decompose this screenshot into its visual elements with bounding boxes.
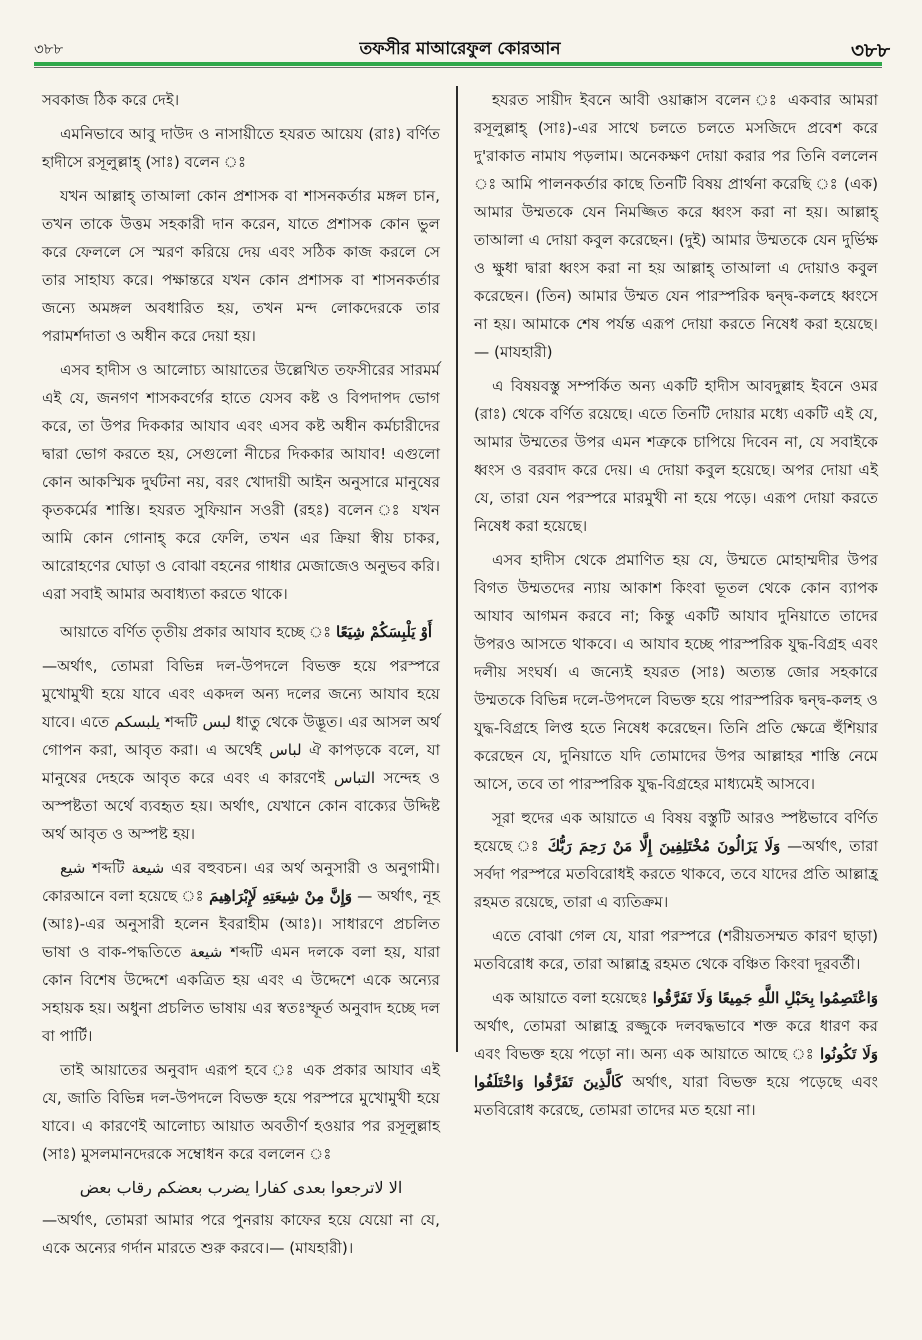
arabic-verse: أَوْ يَلْبِسَكُمْ شِيَعًا (336, 623, 433, 641)
paragraph (42, 618, 440, 646)
paragraph (42, 854, 440, 1050)
left-column (42, 86, 440, 1268)
text-run: অর্থাৎ, তোমরা আল্লাহ্র রজ্জুকে দলবদ্ধভাবে শক্ত করে ধারণ কর এবং বিভক্ত হয়ে পড়ো না। অন্য এক আয়াতে আছে ঃ (474, 1017, 878, 1063)
paragraph: এতে বোঝা গেল যে, যারা পরস্পরে (শরীয়তসম্মত কারণ ছাড়া) মতবিরোধ করে, তারা আল্লাহ্র রহমত থেকে বঞ্চিত কিংবা দূরবর্তী। (474, 927, 878, 973)
text-run: —অর্থাৎ, তারা সর্বদা পরস্পরে মতবিরোধই করতে থাকবে, তবে যাদের প্রতি আল্লাহ্র রহমত রয়েছে, তারা এ ব্যতিক্রম। (474, 837, 878, 911)
text-run: আয়াতে বর্ণিত তৃতীয় প্রকার আযাব হচ্ছে ঃ (60, 623, 332, 641)
paragraph (474, 804, 878, 916)
hadith-quote: যখন আল্লাহ্ তাআলা কোন প্রশাসক বা শাসনকর্তার মঙ্গল চান, তখন তাকে উত্তম সহকারী দান করেন, যাতে প্রশাসক কোন ভুল করে ফেললে সে স্মরণ করিয়ে দেয় এবং সঠিক কাজ করলে সে তার সাহায্য করে। পক্ষান্তরে যখন কোন প্রশাসক বা শাসনকর্তার জন্যে অমঙ্গল অবধারিত হয়, তখন মন্দ লোকদেরকে তার পরামর্শদাতা ও অধীন করে দেয়া হয়। (42, 187, 441, 345)
paragraph: এ বিষয়বস্তু সম্পর্কিত অন্য একটি হাদীস আবদুল্লাহ ইবনে ওমর (রাঃ) থেকে বর্ণিত রয়েছে। এতে তিনটি দোয়ার মধ্যে একটি এই যে, আমার উম্মতের উপর এমন শত্রুকে চাপিয়ে দিবেন না, যে সবাইকে ধ্বংস ও বরবাদ করে দেয়। এ দোয়া কবুল হয়েছে। অপর দোয়া এই যে, তারা যেন পরস্পরে মারমুখী না হয়ে পড়ে। এরূপ দোয়া করতে নিষেধ করা হয়েছে। (474, 377, 878, 535)
header-rule-thin (34, 67, 882, 68)
arabic-verse: وَإِنَّ مِنْ شِيعَتِهِ لَإِبْرَاهِيمَ (209, 887, 353, 905)
paragraph: হযরত সায়ীদ ইবনে আবী ওয়াক্কাস বলেন ঃ একবার আমরা রসূলুল্লাহ্ (সাঃ)-এর সাথে চলতে চলতে মসজিদে প্রবেশ করে দু'রাকাত নামায পড়লাম। অনেকক্ষণ দোয়া করার পর তিনি বললেন ঃ আমি পালনকর্তার কাছে তিনটি বিষয় প্রার্থনা করেছি ঃ (এক) আমার উম্মতকে যেন নিমজ্জিত করে ধ্বংস করা না হয়। আল্লাহ্ তাআলা এ দোয়া কবুল করেছেন। (দুই) আমার উম্মতকে যেন দুর্ভিক্ষ ও ক্ষুধা দ্বারা ধ্বংস করা না হয় আল্লাহ্ তাআলা এ দোয়াও কবুল করেছেন। (তিন) আমার উম্মত যেন পারস্পরিক দ্বন্দ্ব-কলহে ধ্বংসে না হয়। আমাকে শেষ পর্যন্ত এরূপ দোয়া করতে নিষেধ করা হয়েছে।— (মাযহারী) (474, 91, 878, 361)
text-run: شيع শব্দটি شيعة এর বহুবচন। এর অর্থ অনুসারী ও অনুগামী। কোরআনে বলা হয়েছে ঃ (42, 859, 440, 905)
paragraph: তাই আয়াতের অনুবাদ এরূপ হবে ঃ এক প্রকার আযাব এই যে, জাতি বিভিন্ন দল-উপদলে বিভক্ত হয়ে পরস্পরে মুখোমুখী হয়ে যাবে। এ কারণেই আলোচ্য আয়াত অবতীর্ণ হওয়ার পর রসূলুল্লাহ (সাঃ) মুসলমানদেরকে সম্বোধন করে বললেন ঃ (42, 1061, 440, 1163)
paragraph: —অর্থাৎ, তোমরা আমার পরে পুনরায় কাফের হয়ে যেয়ো না যে, একে অন্যের গর্দান মারতে শুরু করবে।— (মাযহারী)। (42, 1211, 440, 1257)
page-number-right: ৩৮৮ (851, 38, 890, 62)
paragraph (474, 984, 878, 1124)
right-column (474, 86, 878, 1130)
text-run: — অর্থাৎ, নূহ (আঃ)-এর অনুসারী হলেন ইবরাহীম (আঃ)। সাধারণে প্রচলিত ভাষা ও বাক-পদ্ধতিতে شيعة শব্দটি এমন দলকে বলা হয়, যারা কোন বিশেষ উদ্দেশে একত্রিত হয় এবং এ উদ্দেশে একে অন্যের সহায়ক হয়। অধুনা প্রচলিত ভাষায় এর স্বতঃস্ফূর্ত অনুবাদ হচ্ছে দল বা পার্টি। (42, 887, 440, 1045)
paragraph: সবকাজ ঠিক করে দেই। (42, 91, 180, 109)
paragraph: এসব হাদীস ও আলোচ্য আয়াতের উল্লেখিত তফসীরের সারমর্ম এই যে, জনগণ শাসকবর্গের হাতে যেসব কষ্ট ও বিপদাপদ ভোগ করে, তা উপর দিককার আযাব এবং এসব কষ্ট অধীন কর্মচারীদের দ্বারা ভোগ করতে হয়, সেগুলো নীচের দিককার আযাব! এগুলো কোন আকস্মিক দুর্ঘটনা নয়, বরং খোদায়ী আইন অনুসারে মানুষের কৃতকর্মের শাস্তি। হযরত সুফিয়ান সওরী (রহঃ) বলেন ঃ যখন আমি কোন গোনাহ্ করে ফেলি, তখন এর ক্রিয়া স্বীয় চাকর, আরোহণের ঘোড়া ও বোঝা বহনের গাধার মেজাজেও অনুভব করি। এরা সবাই আমার অবাধ্যতা করতে থাকে। (42, 361, 440, 603)
paragraph: —অর্থাৎ, তোমরা বিভিন্ন দল-উপদলে বিভক্ত হয়ে পরস্পরে মুখোমুখী হয়ে যাবে এবং একদল অন্য দলের জন্যে আযাব হয়ে যাবে। এতে يلبسكم শব্দটি لبس ধাতু থেকে উদ্ভূত। এর আসল অর্থ গোপন করা, আবৃত করা। এ অর্থেই لباس ঐ কাপড়কে বলে, যা মানুষের দেহকে আবৃত করে এবং এ কারণেই التباس সন্দেহ ও অস্পষ্টতা অর্থে ব্যবহৃত হয়। অর্থাৎ, যেখানে কোন বাক্যের উদ্দিষ্ট অর্থ আবৃত ও অস্পষ্ট হয়। (42, 657, 441, 843)
page-number-left: ৩৮৮ (34, 40, 64, 58)
paragraph: এমনিভাবে আবু দাউদ ও নাসায়ীতে হযরত আয়েয (রাঃ) বর্ণিত হাদীসে রসূলুল্লাহ্ (সাঃ) বলেন ঃ (42, 125, 440, 171)
arabic-hadith: الا لاترجعوا بعدى كفارا يضرب بعضكم رقاب بعض (79, 1178, 403, 1197)
column-divider (456, 86, 458, 1052)
text-run: সূরা হুদের এক আয়াতে এ বিষয় বস্তুটি আরও স্পষ্টভাবে বর্ণিত হয়েছে ঃ (474, 809, 878, 855)
page-title: তফসীর মাআরেফুল কোরআন (359, 39, 561, 59)
text-run: অর্থাৎ, যারা বিভক্ত হয়ে পড়েছে এবং মতবিরোধ করেছে, তোমরা তাদের মত হয়ো না। (474, 1073, 879, 1119)
header-rule (34, 62, 882, 66)
arabic-verse: وَلَا يَزَالُونَ مُخْتَلِفِينَ إِلَّا مَنْ رَحِمَ رَبُّكَ (547, 837, 781, 855)
paragraph: এসব হাদীস থেকে প্রমাণিত হয় যে, উম্মতে মোহাম্মদীর উপর বিগত উম্মতদের ন্যায় আকাশ কিংবা ভূতল থেকে কোন ব্যাপক আযাব আগমন করবে না; কিন্তু একটি আযাব দুনিয়াতে তাদের উপরও আসতে থাকবে। এ আযাব হচ্ছে পারস্পরিক যুদ্ধ-বিগ্রহ এবং দলীয় সংঘর্ষ। এ জন্যেই হযরত (সাঃ) অত্যন্ত জোর সহকারে উম্মতকে বিভিন্ন দলে-উপদলে বিভক্ত হয়ে পারস্পরিক দ্বন্দ্ব-কলহ ও যুদ্ধ-বিগ্রহে লিপ্ত হতে নিষেধ করেছেন। তিনি প্রতি ক্ষেত্রে হুঁশিয়ার করেছেন যে, দুনিয়াতে যদি তোমাদের উপর আল্লাহর শাস্তি নেমে আসে, তবে তা পারস্পরিক যুদ্ধ-বিগ্রহের মাধ্যমেই আসবে। (474, 551, 878, 793)
text-run: এক আয়াতে বলা হয়েছেঃ (492, 989, 648, 1007)
arabic-verse: وَاعْتَصِمُوا بِحَبْلِ اللَّهِ جَمِيعًا وَلَا تَفَرَّقُوا (652, 989, 878, 1007)
arabic-verse: وَلَا تَكُونُوا كَالَّذِينَ تَفَرَّقُوا وَاخْتَلَفُوا (474, 1045, 878, 1091)
